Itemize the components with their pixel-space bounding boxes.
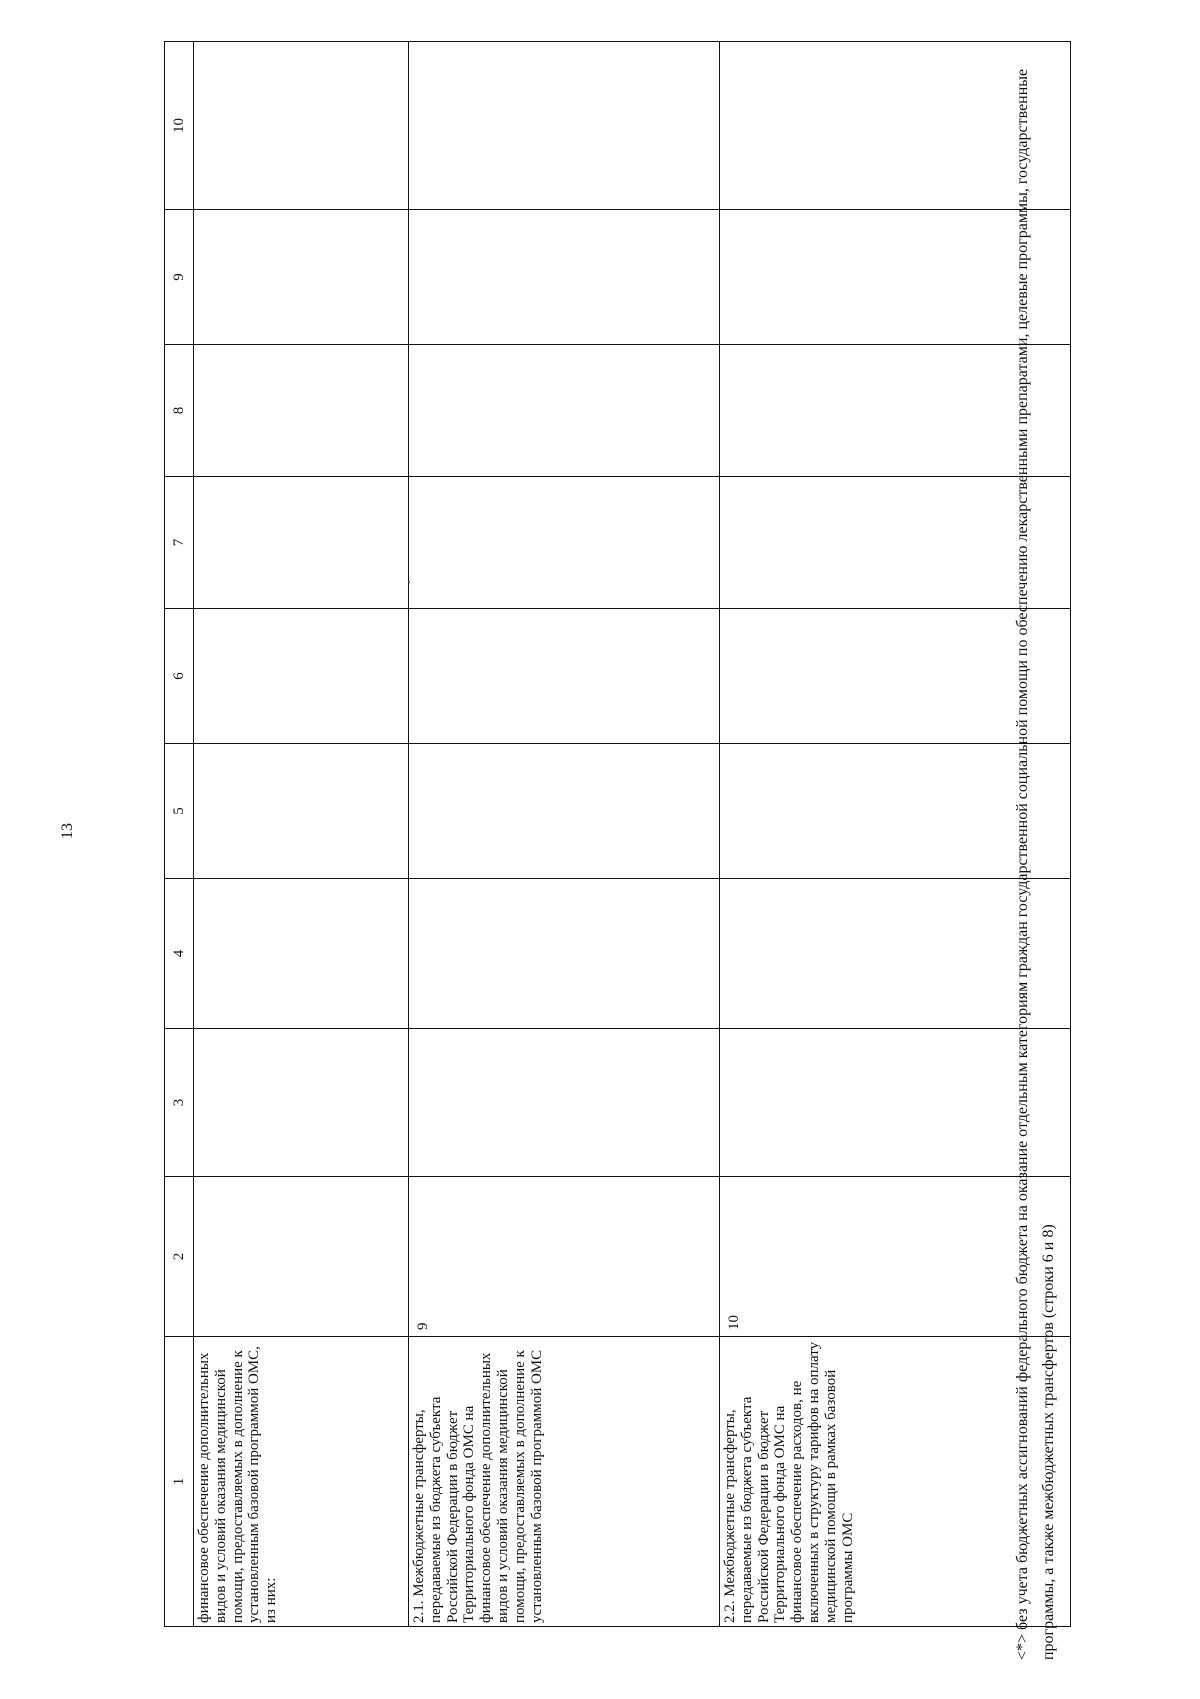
row-label: 2.2. Межбюджетные трансферты, передаваемые из бюджета субъекта Российской Федерации в бюджет Территориального фонда ОМС на финансовое обеспечение расходов, не включенных в структуру тарифов на оплату медицинской помощи в рамках базовой программы ОМС [720, 1337, 1071, 1627]
table-cell [409, 42, 720, 210]
column-header: 2 [165, 1177, 194, 1337]
row-code: 10 [720, 1177, 1071, 1337]
row-label: 2.1. Межбюджетные трансферты, передаваемые из бюджета субъекта Российской Федерации в бюджет Территориального фонда ОМС на финансовое обеспечение дополнительных видов и условий оказания медицинской помощи, предоставляемых в дополнение к установленным базовой программой ОМС [409, 1337, 720, 1627]
table-cell [194, 609, 409, 744]
column-header: 10 [165, 42, 194, 210]
budget-table [164, 41, 1071, 1627]
row-label: финансовое обеспечение дополнительных видов и условий оказания медицинской помощи, предоставляемых в дополнение к установленным базовой программой ОМС, из них: [194, 1337, 409, 1627]
column-header: 7 [165, 477, 194, 609]
column-header: 6 [165, 609, 194, 744]
footnote: <*> без учета бюджетных ассигнований федерального бюджета на оказание отдельным категориям граждан государственной социальной помощи по обеспечению лекарственными препаратами, целевые программы, государственные программы, а также межбюджетных трансфертов (строки 6 и 8) [1014, 68, 1057, 1660]
footnote-container [1010, 30, 1062, 1660]
table-cell [194, 210, 409, 345]
table-cell [409, 609, 720, 744]
table-cell [194, 1029, 409, 1177]
table-cell [409, 879, 720, 1029]
table-cell [194, 744, 409, 879]
row-code: 9 [409, 1177, 720, 1337]
table-cell [194, 477, 409, 609]
table-cell [409, 744, 720, 879]
table-cell [409, 345, 720, 477]
table-row [409, 42, 720, 1627]
column-header: 3 [165, 1029, 194, 1177]
page-number: 13 [59, 823, 76, 839]
column-header: 8 [165, 345, 194, 477]
table-cell [409, 477, 720, 609]
table-cell [409, 210, 720, 345]
table-header-row [165, 42, 194, 1627]
table-cell [409, 1029, 720, 1177]
column-header: 5 [165, 744, 194, 879]
row-code [194, 1177, 409, 1337]
table-cell [194, 42, 409, 210]
table-cell [194, 345, 409, 477]
table-row [194, 42, 409, 1627]
table-cell [194, 879, 409, 1029]
scan-artifact-dot [408, 581, 410, 583]
column-header: 1 [165, 1337, 194, 1627]
budget-table-container [164, 42, 1064, 1627]
column-header: 4 [165, 879, 194, 1029]
column-header: 9 [165, 210, 194, 345]
